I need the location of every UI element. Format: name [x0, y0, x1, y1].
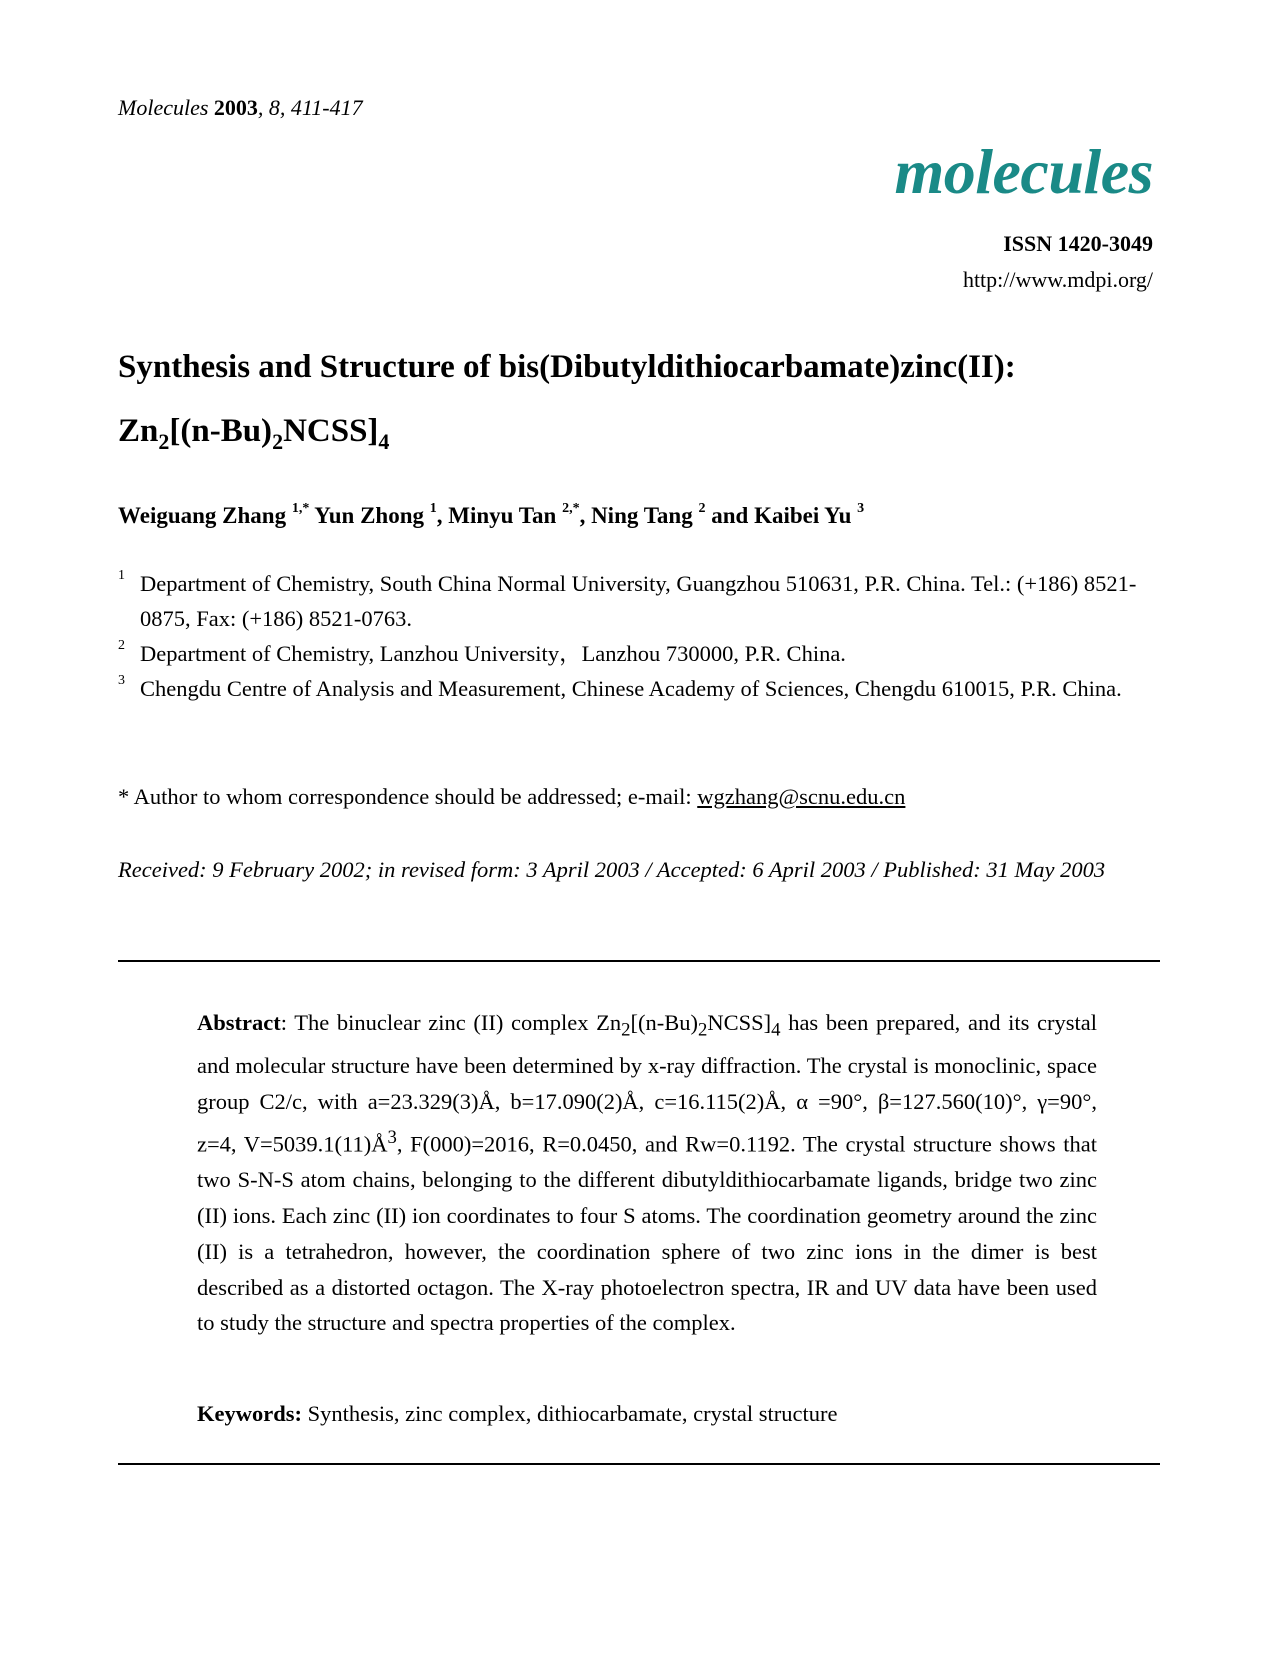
title-line-1: Synthesis and Structure of bis(Dibutyldithiocarbamate)zinc(II):	[118, 349, 1016, 385]
affiliation	[118, 566, 1158, 636]
author-list	[118, 500, 864, 532]
affiliation-text: Chengdu Centre of Analysis and Measurement, Chinese Academy of Sciences, Chengdu 610015, P.R. China.	[140, 676, 1122, 701]
abstract-text: [(n-Bu)	[630, 1010, 698, 1035]
author-affil-mark: 1	[429, 501, 437, 517]
formula-part: Zn	[118, 413, 159, 449]
journal-pages: 411-417	[290, 95, 363, 120]
abstract-text: has been prepared, and its crystal and molecular structure have been determined by x-ray diffraction. The crystal is monoclinic, space group C2/c, with a=23.329(3)Å, b=17.090(2)Å, c=16.115(2)Å, α =90°, β=127.560(10)°, γ=90°, z=4, V=5039.1(11)Å	[197, 1010, 1097, 1157]
journal-volume: 8	[268, 95, 280, 120]
formula-subscript: 4	[378, 429, 390, 454]
author-separator: ,	[579, 503, 592, 528]
abstract-label: Abstract	[197, 1010, 281, 1035]
affiliation	[118, 636, 1158, 671]
issn: ISSN 1420-3049	[1003, 231, 1153, 256]
divider-top	[118, 960, 1160, 962]
formula-part: [(n-Bu)	[169, 413, 273, 449]
author	[754, 503, 864, 528]
abstract-subscript: 2	[621, 1019, 631, 1041]
abstract-text: : The binuclear zinc (II) complex Zn	[280, 1010, 622, 1035]
correspondence-note	[118, 782, 905, 812]
author-name: Minyu Tan	[448, 503, 557, 528]
keywords-label: Keywords:	[197, 1401, 302, 1426]
author-separator: and	[705, 503, 755, 528]
author-name: Weiguang Zhang	[118, 503, 287, 528]
formula-part: NCSS]	[283, 413, 379, 449]
abstract-text: , F(000)=2016, R=0.0450, and Rw=0.1192. The crystal structure shows that two S-N-S atom chains, belonging to the different dibutyldithiocarbamate ligands, bridge two zinc (II) ions. Each zinc (II) ion coordinates to four S atoms. The coordination geometry around the zinc (II) is a tetrahedron, however, the coordination sphere of two zinc ions in the dimer is best described as a distorted octagon. The X-ray photoelectron spectra, IR and UV data have been used to study the structure and spectra properties of the complex.	[197, 1131, 1098, 1336]
publication-dates: Received: 9 February 2002; in revised form: 3 April 2003 / Accepted: 6 April 2003 / Published: 31 May 2003	[118, 857, 1106, 882]
author-name: Ning Tang	[591, 503, 693, 528]
correspondence-text: * Author to whom correspondence should be addressed; e-mail:	[118, 784, 698, 809]
affiliation-text: Department of Chemistry, South China Normal University, Guangzhou 510631, P.R. China. Tel.: (+186) 8521-0875, Fax: (+186) 8521-0763.	[140, 571, 1137, 631]
keywords	[197, 1398, 1097, 1430]
title-formula	[118, 399, 1158, 466]
affiliation-text: Department of Chemistry, Lanzhou University，Lanzhou 730000, P.R. China.	[140, 641, 846, 666]
abstract-subscript: 2	[698, 1019, 708, 1041]
author-separator: ,	[436, 503, 449, 528]
formula-subscript: 2	[272, 429, 284, 454]
author	[314, 503, 448, 528]
abstract-superscript: 3	[387, 1126, 397, 1148]
formula-subscript: 2	[158, 429, 170, 454]
author	[448, 503, 591, 528]
journal-url[interactable]: http://www.mdpi.org/	[962, 267, 1153, 292]
author-name: Kaibei Yu	[754, 503, 852, 528]
affiliation-list	[118, 566, 1158, 706]
abstract	[197, 1005, 1097, 1341]
author-affil-mark: 3	[857, 501, 865, 517]
author-affil-mark: 2,*	[562, 501, 580, 517]
abstract-text: NCSS]	[707, 1010, 772, 1035]
affiliation-number: 2	[118, 638, 125, 653]
author-name: Yun Zhong	[314, 503, 425, 528]
author	[118, 503, 314, 528]
journal-citation: Molecules 2003, 8, 411-417	[118, 95, 363, 120]
journal-name: Molecules	[118, 95, 209, 120]
paper-title	[118, 335, 1158, 466]
author-affil-mark: 2	[698, 501, 706, 517]
affiliation-number: 3	[118, 673, 125, 688]
abstract-subscript: 4	[771, 1019, 781, 1041]
journal-year: 2003	[213, 95, 258, 120]
author-affil-mark: 1,*	[291, 501, 310, 517]
divider-bottom	[118, 1463, 1160, 1465]
author	[591, 503, 754, 528]
affiliation	[118, 671, 1158, 706]
affiliation-number: 1	[118, 568, 125, 583]
email-link[interactable]: wgzhang@scnu.edu.cn	[697, 784, 906, 809]
keywords-text: Synthesis, zinc complex, dithiocarbamate, crystal structure	[302, 1401, 838, 1426]
journal-logo: molecules	[894, 136, 1153, 207]
